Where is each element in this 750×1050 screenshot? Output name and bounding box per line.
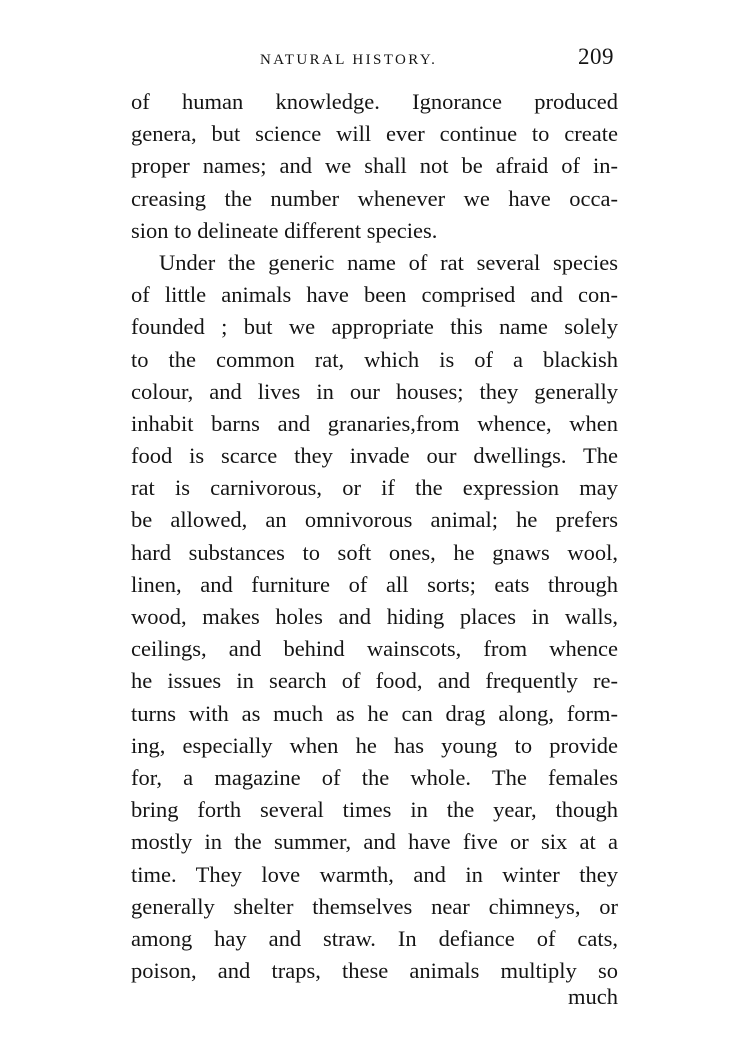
text-line: among hay and straw. In defiance of cats, [131,925,618,951]
text-line: he issues in search of food, and frequently re- [131,668,618,694]
text-line: wood, makes holes and hiding places in walls, [131,604,618,629]
text-line: creasing the number whenever we have occa- [131,185,618,211]
text-line: poison, and traps, these animals multiply so [131,958,618,984]
text-line: sion to delineate different species. [131,217,438,243]
text-line: of human knowledge. Ignorance produced [131,89,618,114]
text-line: genera, but science will ever continue to create [131,121,618,147]
body-text [131,86,618,987]
text-line: rat is carnivorous, or if the expression may [131,475,618,501]
page-number: 209 [578,44,614,69]
text-line: of little animals have been comprised and con- [131,282,618,308]
text-line: bring forth several times in the year, though [131,797,618,823]
text-line: time. They love warmth, and in winter they [131,861,618,887]
text-line: proper names; and we shall not be afraid of in- [131,153,618,179]
text-line: mostly in the summer, and have five or six at a [131,829,618,855]
text-line: food is scarce they invade our dwellings. The [131,443,618,469]
paragraph-first-line: Under the generic name of rat several species [159,249,618,275]
text-line: generally shelter themselves near chimneys, or [131,893,618,919]
text-line: linen, and furniture of all sorts; eats through [131,571,618,597]
text-line: for, a magazine of the whole. The females [131,764,618,790]
running-head [132,44,618,78]
text-line: ing, especially when he has young to provide [131,732,618,758]
text-line: be allowed, an omnivorous animal; he prefers [131,507,618,533]
text-line: inhabit barns and granaries,from whence, when [131,410,618,436]
running-title: NATURAL HISTORY. [260,52,438,68]
catchword: much [568,984,618,1009]
text-line: colour, and lives in our houses; they generally [131,378,618,404]
text-line: founded ; but we appropriate this name solely [131,314,618,340]
text-line: turns with as much as he can drag along, form- [131,700,618,726]
text-line: to the common rat, which is of a blackish [131,346,618,372]
text-line: ceilings, and behind wainscots, from whence [131,636,618,662]
text-line: hard substances to soft ones, he gnaws wool, [131,539,618,565]
